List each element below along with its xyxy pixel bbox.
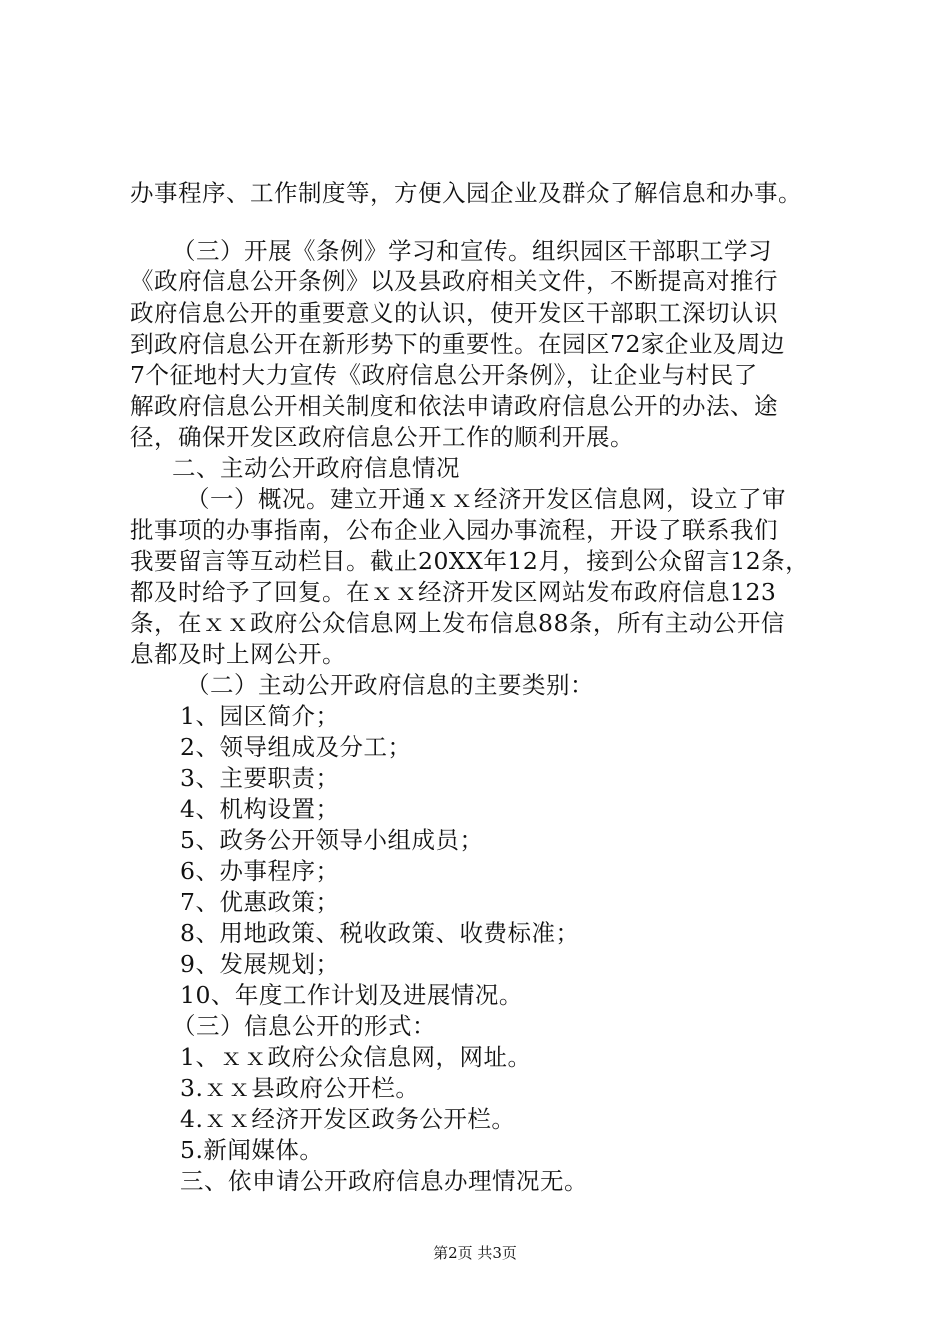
paragraph-line: 条，在ｘｘ政府公众信息网上发布信息88条，所有主动公开信 <box>130 609 785 637</box>
list-item: 2、领导组成及分工； <box>180 733 412 761</box>
page-footer: 第2页 共3页 <box>433 1244 517 1262</box>
list-item: 3、主要职责； <box>180 764 340 792</box>
paragraph-line: 政府信息公开的重要意义的认识，使开发区干部职工深切认识 <box>130 299 778 327</box>
paragraph-line: 都及时给予了回复。在ｘｘ经济开发区网站发布政府信息123 <box>130 578 777 606</box>
list-item: 8、用地政策、税收政策、收费标准； <box>180 919 580 947</box>
paragraph-line: 息都及时上网公开。 <box>130 640 346 668</box>
list-item: 10、年度工作计划及进展情况。 <box>180 981 523 1009</box>
paragraph-line: 径，确保开发区政府信息公开工作的顺利开展。 <box>130 423 634 451</box>
list-item: 4、机构设置； <box>180 795 340 823</box>
paragraph-line: 到政府信息公开在新形势下的重要性。在园区72家企业及周边 <box>130 330 785 358</box>
list-item: 7、优惠政策； <box>180 888 340 916</box>
list-item: 1、园区简介； <box>180 702 340 730</box>
section-heading-2: 二、主动公开政府信息情况 <box>172 454 460 482</box>
list-item: 3.ｘｘ县政府公开栏。 <box>180 1074 420 1102</box>
paragraph-line: 《政府信息公开条例》以及县政府相关文件，不断提高对推行 <box>130 267 778 295</box>
subsection-forms: （三）信息公开的形式： <box>172 1012 436 1040</box>
subsection-overview: （一）概况。建立开通ｘｘ经济开发区信息网，设立了审 <box>186 485 786 513</box>
paragraph-line: 7个征地村大力宣传《政府信息公开条例》，让企业与村民了 <box>130 361 758 389</box>
list-item: 5.新闻媒体。 <box>180 1136 324 1164</box>
section-heading-3: 三、依申请公开政府信息办理情况无。 <box>180 1167 588 1195</box>
list-item: 6、办事程序； <box>180 857 340 885</box>
paragraph-line: 批事项的办事指南，公布企业入园办事流程，开设了联系我们 <box>130 516 778 544</box>
list-item: 5、政务公开领导小组成员； <box>180 826 484 854</box>
paragraph-line: 我要留言等互动栏目。截止20XX年12月，接到公众留言12条， <box>130 547 810 575</box>
paragraph-line: 办事程序、工作制度等，方便入园企业及群众了解信息和办事。 <box>130 179 802 207</box>
subsection-categories: （二）主动公开政府信息的主要类别： <box>186 671 594 699</box>
list-item: 4.ｘｘ经济开发区政务公开栏。 <box>180 1105 516 1133</box>
paragraph-line: 解政府信息公开相关制度和依法申请政府信息公开的办法、途 <box>130 392 778 420</box>
list-item: 9、发展规划； <box>180 950 340 978</box>
section-heading-study: （三）开展《条例》学习和宣传。组织园区干部职工学习 <box>172 237 772 265</box>
list-item: 1、ｘｘ政府公众信息网，网址。 <box>180 1043 532 1071</box>
